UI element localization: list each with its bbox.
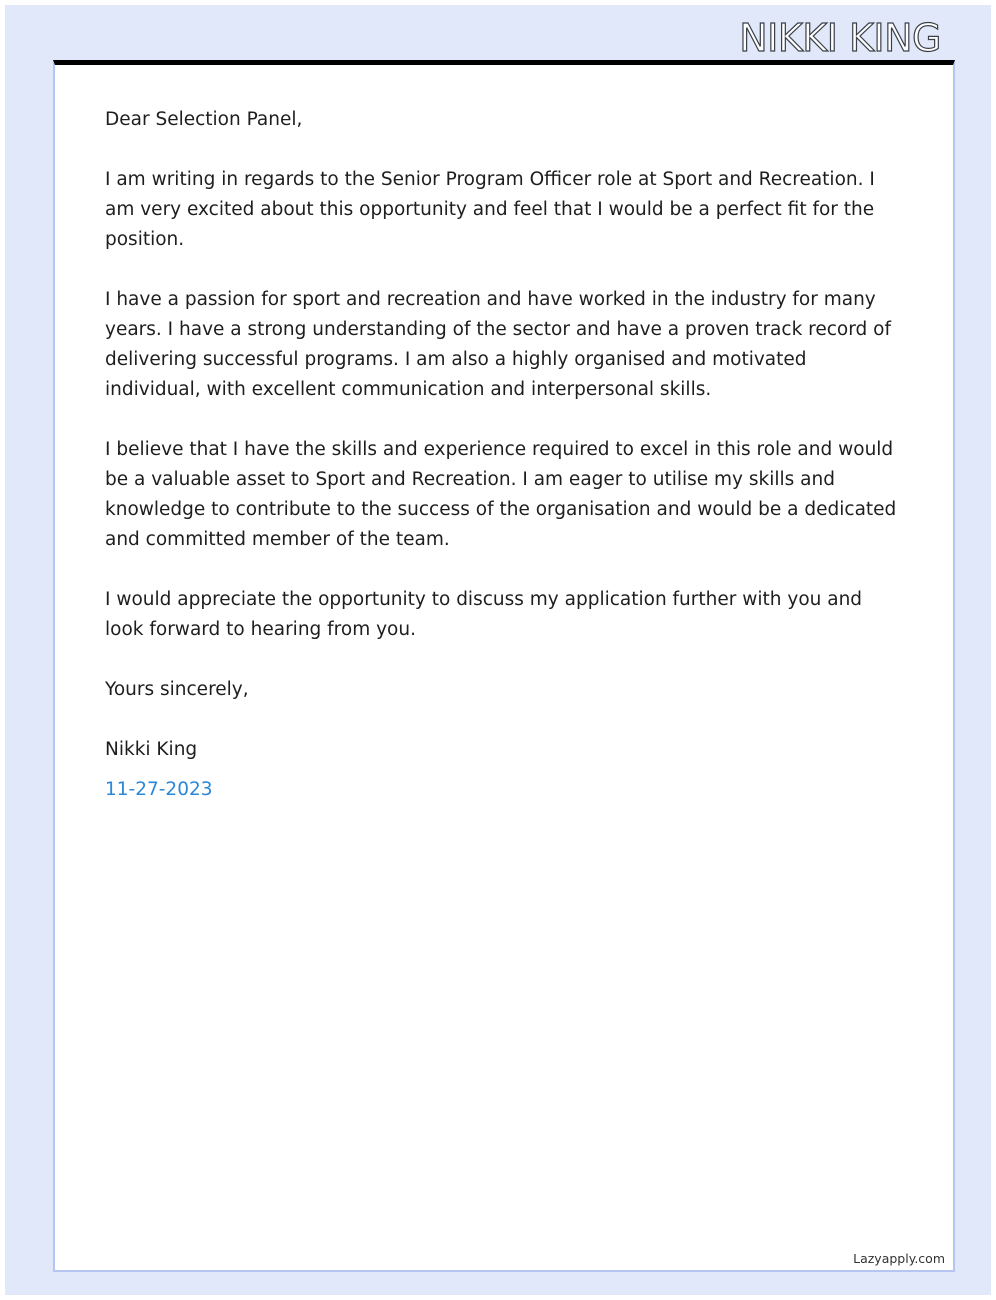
letter-paragraph-2: I have a passion for sport and recreation and have worked in the industry for many years. I have a strong understanding of the sector and have a proven track record of delivering successful programs. I am also a highly organised and motivated individual, with excellent communication and interpersonal skills. [105,289,891,400]
letter-date: 11-27-2023 [105,779,213,800]
letter-paragraph-4: I would appreciate the opportunity to discuss my application further with you and look forward to hearing from you. [105,589,863,640]
closing: Yours sincerely, [105,679,249,700]
letter-paragraph-3: I believe that I have the skills and experience required to excel in this role and would be a valuable asset to Sport and Recreation. I am eager to utilise my skills and knowledge to contribute to the success of the organisation and would be a dedicated and committed member of the team. [105,439,897,550]
signer-name: Nikki King [105,739,198,760]
letter-paragraph-1: I am writing in regards to the Senior Program Officer role at Sport and Recreation. I am very excited about this opportunity and feel that I would be a perfect fit for the position. [105,169,875,250]
letter-sheet [53,60,955,1272]
page-background [5,5,991,1295]
cover-letter-body [105,105,905,805]
applicant-name-header: NIKKI KING [739,16,941,60]
footer-brand: Lazyapply.com [853,1251,945,1266]
salutation: Dear Selection Panel, [105,109,303,130]
